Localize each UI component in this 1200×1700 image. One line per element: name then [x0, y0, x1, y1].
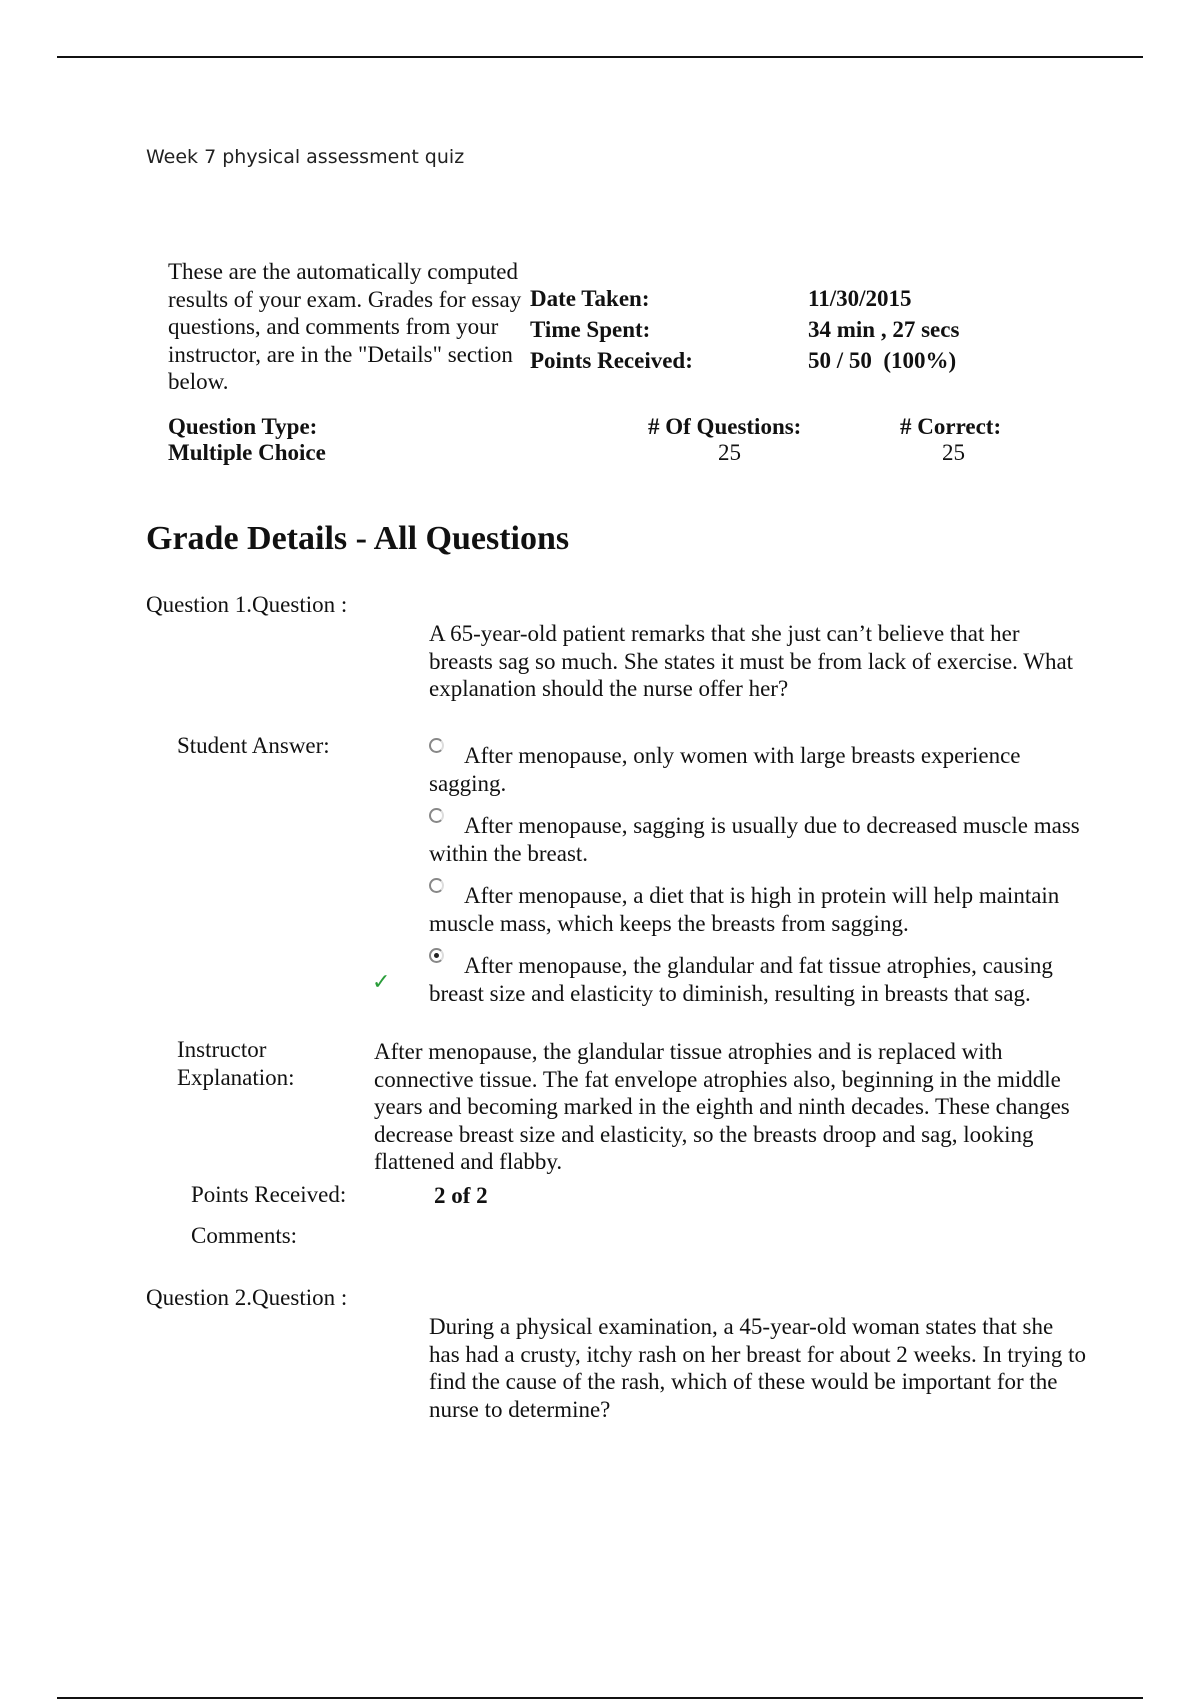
- summary-values: [808, 283, 959, 376]
- time-spent-value: 34 min , 27 secs: [808, 317, 960, 342]
- instructor-explanation-label-line2: Explanation:: [177, 1065, 295, 1090]
- correct-check-icon: ✓: [372, 970, 391, 995]
- results-intro: These are the automatically computed results of your exam. Grades for essay questions, and comments from your instructor, are in the "Details" section below.: [168, 259, 522, 394]
- question-count-label: # Of Questions:: [648, 414, 802, 439]
- grade-details-heading: Grade Details - All Questions: [146, 520, 570, 557]
- top-rule: [57, 56, 1143, 58]
- student-answer-label: Student Answer:: [177, 733, 330, 758]
- instructor-explanation-text: After menopause, the glandular tissue atrophies and is replaced with connective tissue. The fat envelope atrophies also, beginning in the middle years and becoming marked in the eighth and ninth decades. These changes decrease breast size and elasticity, so the breasts droop and sag, looking flattened and flabby.: [374, 1039, 1070, 1174]
- answer-choice-2[interactable]: [429, 812, 1089, 867]
- comments-label: Comments:: [191, 1223, 298, 1248]
- question-type-value: Multiple Choice: [168, 440, 326, 465]
- question-2-label: Question 2.Question :: [146, 1285, 348, 1310]
- points-received-value: 50 / 50 (100%): [808, 348, 957, 373]
- question-2-text: During a physical examination, a 45-year-old woman states that she has had a crusty, itchy rash on her breast for about 2 weeks. In trying to find the cause of the rash, which of these would be important for the nurse to determine?: [429, 1314, 1087, 1422]
- instructor-explanation-label-line1: Instructor: [177, 1037, 267, 1062]
- answer-choice-1[interactable]: [429, 742, 1089, 797]
- answer-choice-4-text: After menopause, the glandular and fat tissue atrophies, causing breast size and elasticity to diminish, resulting in breasts that sag.: [429, 953, 1053, 1006]
- radio-selected-icon[interactable]: [429, 948, 444, 963]
- correct-count-value: 25: [942, 440, 965, 465]
- question-points-label: Points Received:: [191, 1182, 347, 1207]
- radio-unselected-icon[interactable]: [429, 878, 444, 893]
- time-spent-label: Time Spent:: [530, 317, 651, 342]
- radio-unselected-icon[interactable]: [429, 738, 444, 753]
- date-taken-value: 11/30/2015: [808, 286, 912, 311]
- question-1-text: A 65-year-old patient remarks that she just can’t believe that her breasts sag so much. She states it must be from lack of exercise. What explanation should the nurse offer her?: [429, 621, 1074, 701]
- points-received-label: Points Received:: [530, 348, 693, 373]
- date-taken-label: Date Taken:: [530, 286, 650, 311]
- answer-choice-4[interactable]: [429, 952, 1089, 1007]
- correct-count-label: # Correct:: [900, 414, 1002, 439]
- question-1-label: Question 1.Question :: [146, 592, 348, 617]
- question-type-label: Question Type:: [168, 414, 318, 439]
- answer-choice-3[interactable]: [429, 882, 1089, 937]
- answer-choice-3-text: After menopause, a diet that is high in protein will help maintain muscle mass, which keeps the breasts from sagging.: [429, 883, 1060, 936]
- summary-labels: [530, 283, 693, 376]
- answer-choice-2-text: After menopause, sagging is usually due to decreased muscle mass within the breast.: [429, 813, 1080, 866]
- question-count-value: 25: [718, 440, 741, 465]
- question-points-value: 2 of 2: [434, 1183, 488, 1208]
- answer-choice-1-text: After menopause, only women with large breasts experience sagging.: [429, 743, 1021, 796]
- bottom-rule: [57, 1697, 1143, 1699]
- document-title: Week 7 physical assessment quiz: [146, 146, 465, 168]
- radio-unselected-icon[interactable]: [429, 808, 444, 823]
